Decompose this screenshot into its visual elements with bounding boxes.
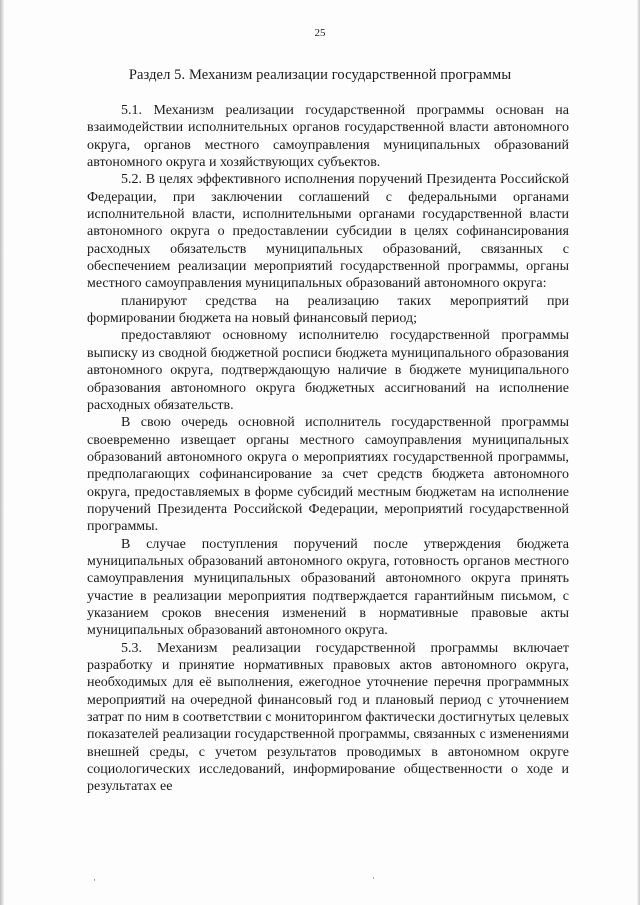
scan-speck: ·: [372, 873, 375, 883]
paragraph-5-2: 5.2. В целях эффективного исполнения поручений Президента Российской Федерации, при заключении соглашений с федеральными органами исполнительной власти, исполнительными органами государственной власти автономного округа о предоставлении субсидии в целях софинансирования расходных обязательств муниципальных образований, связанных с обеспечением реализации мероприятий государственной программы, органы местного самоуправления муниципальных образований автономного округа:: [87, 172, 569, 292]
paragraph-guarantee-letter: В случае поступления поручений после утверждения бюджета муниципальных образований автономного округа, готовность органов местного самоуправления муниципальных образований автономного округа принять участие в реализации мероприятия подтверждается гарантийным письмом, с указанием сроков внесения изменений в нормативные правовые акты муниципальных образований автономного округа.: [87, 536, 569, 639]
paragraph-5-1: 5.1. Механизм реализации государственной программы основан на взаимодействии исполнительных органов государственной власти автономного округа, органов местного самоуправления муниципальных образований автономного округа и хозяйствующих субъектов.: [87, 103, 569, 171]
document-body: [87, 102, 569, 796]
page-number: 25: [314, 27, 326, 39]
scan-edge-left: [0, 0, 4, 905]
section-heading: Раздел 5. Механизм реализации государственной программы: [128, 67, 512, 83]
paragraph-plan-funds: планируют средства на реализацию таких мероприятий при формировании бюджета на новый финансовый период;: [87, 293, 569, 327]
paragraph-5-3: 5.3. Механизм реализации государственной программы включает разработку и принятие нормативных правовых актов автономного округа, необходимых для её выполнения, ежегодное уточнение перечня программных мероприятий на очередной финансовый год и плановый период с уточнением затрат по ним в соответствии с мониторингом фактически достигнутых целевых показателей реализации государственной программы, связанных с изменениями внешней среды, с учетом результатов проводимых в автономном округе социологических исследований, информирование общественности о ходе и результатах ее: [87, 640, 569, 795]
paragraph-notify: В свою очередь основной исполнитель государственной программы своевременно извещает органы местного самоуправления муниципальных образований автономного округа о мероприятиях государственной программы, предполагающих софинансирование за счет средств бюджета автономного округа, предоставляемых в форме субсидий местным бюджетам на исполнение поручений Президента Российской Федерации, мероприятий государственной программы.: [87, 415, 569, 535]
paragraph-provide-extract: предоставляют основному исполнителю государственной программы выписку из сводной бюджетной росписи бюджета муниципального образования автономного округа, подтверждающую наличие в бюджете муниципального образования автономного округа бюджетных ассигнований на исполнение расходных обязательств.: [87, 328, 569, 413]
scan-speck: ·: [93, 875, 96, 885]
